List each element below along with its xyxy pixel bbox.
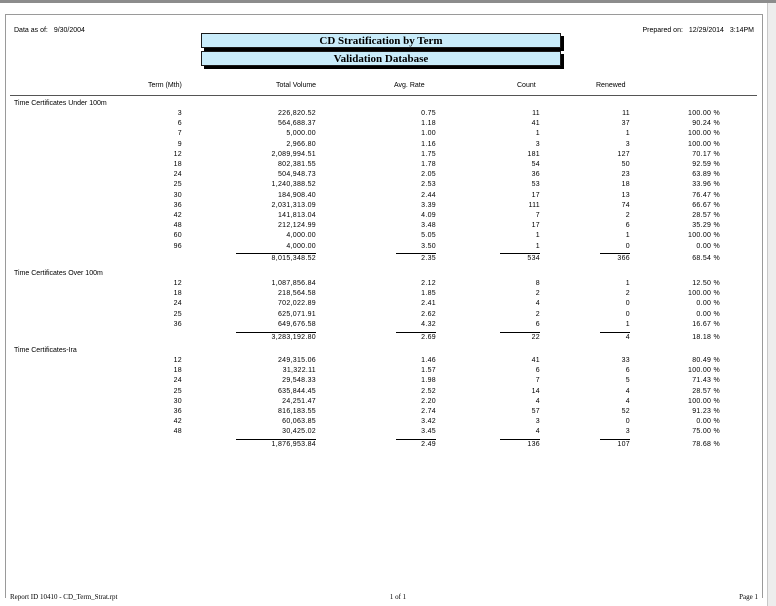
col-header-rate: Avg. Rate [394, 82, 425, 89]
cell-volume: 702,022.89 [277, 300, 316, 308]
cell-renewed: 0 [625, 300, 630, 308]
prepared-on-time: 3:14PM [729, 27, 754, 34]
cell-rate: 4.32 [421, 320, 436, 328]
cell-term: 9 [177, 140, 182, 148]
cell-rate: 1.46 [421, 357, 436, 364]
total-underline [236, 253, 316, 254]
group-header: Time Certificates Over 100m [14, 270, 103, 277]
total-underline [236, 332, 316, 333]
cell-term: 36 [173, 201, 182, 209]
cell-rate: 1.75 [421, 150, 436, 158]
cell-volume: 60,063.85 [282, 418, 316, 426]
total-underline [600, 439, 630, 440]
total-volume: 1,876,953.84 [271, 441, 316, 449]
cell-volume: 1,087,856.84 [271, 280, 316, 287]
cell-renewed-pct: 66.67 % [692, 201, 720, 209]
col-header-volume: Total Volume [276, 82, 317, 89]
cell-count: 17 [531, 222, 540, 230]
cell-renewed-pct: 100.00 % [688, 140, 720, 148]
total-renewed-pct: 68.54 % [692, 255, 720, 263]
cell-renewed-pct: 70.17 % [692, 150, 720, 158]
cell-renewed-pct: 100.00 % [688, 110, 720, 117]
total-rate: 2.49 [421, 441, 436, 449]
cell-count: 11 [532, 110, 540, 117]
cell-renewed: 0 [625, 310, 630, 318]
total-underline [600, 332, 630, 333]
cell-count: 6 [535, 320, 540, 328]
cell-renewed: 0 [625, 242, 630, 250]
cell-renewed-pct: 35.29 % [692, 222, 720, 230]
cell-rate: 2.20 [421, 397, 436, 405]
window-top-border [0, 0, 776, 3]
prepared-on-date: 12/29/2014 [688, 27, 724, 34]
cell-volume: 29,548.33 [282, 377, 316, 385]
cell-renewed-pct: 91.23 % [692, 408, 720, 415]
total-underline [236, 439, 316, 440]
col-header-renewed: Renewed [596, 82, 626, 89]
cell-term: 7 [177, 130, 182, 138]
cell-rate: 5.05 [421, 232, 436, 240]
cell-count: 1 [535, 242, 540, 250]
cell-count: 7 [535, 377, 540, 385]
cell-term: 25 [173, 181, 182, 189]
cell-count: 7 [535, 212, 540, 219]
footer-report-id: Report ID 10410 - CD_Term_Strat.rpt [10, 593, 118, 601]
cell-renewed-pct: 100.00 % [688, 232, 720, 240]
cell-term: 25 [173, 387, 182, 395]
cell-count: 54 [531, 161, 540, 168]
cell-rate: 1.18 [421, 120, 436, 128]
prepared-on [642, 27, 754, 34]
footer-page-of: 1 of 1 [389, 593, 407, 601]
cell-volume: 226,820.52 [277, 110, 316, 117]
cell-rate: 1.57 [421, 367, 436, 375]
cell-count: 2 [535, 290, 540, 298]
cell-rate: 2.53 [421, 181, 436, 189]
total-renewed: 107 [617, 441, 630, 449]
cell-volume: 2,089,994.51 [271, 150, 316, 158]
cell-term: 18 [173, 290, 182, 298]
cell-renewed: 4 [625, 397, 630, 405]
report-page-frame [5, 14, 763, 598]
cell-term: 18 [173, 161, 182, 168]
cell-renewed-pct: 0.00 % [696, 300, 720, 308]
cell-volume: 218,564.58 [277, 290, 316, 298]
cell-count: 1 [535, 130, 540, 138]
total-count: 534 [527, 255, 540, 263]
cell-renewed-pct: 28.57 % [692, 387, 720, 395]
cell-renewed: 13 [621, 191, 630, 199]
cell-volume: 249,315.06 [277, 357, 316, 364]
total-underline [396, 439, 436, 440]
cell-count: 111 [528, 201, 540, 209]
cell-renewed: 18 [621, 181, 630, 189]
cell-rate: 0.75 [421, 110, 436, 117]
cell-volume: 212,124.99 [277, 222, 316, 230]
cell-renewed-pct: 0.00 % [696, 418, 720, 426]
cell-volume: 1,240,388.52 [271, 181, 316, 189]
cell-renewed: 1 [625, 232, 630, 240]
cell-rate: 2.41 [421, 300, 436, 308]
cell-rate: 2.62 [421, 310, 436, 318]
cell-term: 3 [177, 110, 182, 117]
cell-renewed: 4 [625, 387, 630, 395]
total-underline [500, 253, 540, 254]
cell-renewed: 11 [622, 110, 630, 117]
cell-renewed-pct: 100.00 % [688, 397, 720, 405]
cell-rate: 2.44 [421, 191, 436, 199]
total-underline [500, 332, 540, 333]
cell-renewed-pct: 100.00 % [688, 367, 720, 375]
cell-count: 1 [535, 232, 540, 240]
total-underline [396, 253, 436, 254]
cell-renewed: 2 [625, 290, 630, 298]
cell-renewed-pct: 33.96 % [692, 181, 720, 189]
cell-renewed: 74 [621, 201, 630, 209]
cell-term: 6 [177, 120, 182, 128]
cell-renewed: 1 [625, 130, 630, 138]
cell-renewed-pct: 28.57 % [692, 212, 720, 219]
cell-renewed-pct: 71.43 % [692, 377, 720, 385]
cell-term: 48 [173, 428, 182, 436]
cell-rate: 1.85 [421, 290, 436, 298]
cell-renewed-pct: 90.24 % [692, 120, 720, 128]
cell-rate: 2.05 [421, 171, 436, 179]
cell-rate: 2.74 [421, 408, 436, 415]
cell-renewed-pct: 12.50 % [692, 280, 720, 287]
cell-count: 41 [531, 357, 540, 364]
group-header: Time Certificates Under 100m [14, 100, 107, 107]
cell-term: 36 [173, 408, 182, 415]
cell-renewed: 37 [621, 120, 630, 128]
total-underline [600, 253, 630, 254]
cell-renewed-pct: 80.49 % [692, 357, 720, 364]
cell-count: 17 [531, 191, 540, 199]
data-as-of [14, 27, 85, 34]
total-underline [500, 439, 540, 440]
cell-volume: 31,322.11 [282, 367, 316, 375]
report-title: CD Stratification by Term [201, 33, 561, 48]
cell-count: 3 [535, 140, 540, 148]
cell-count: 36 [531, 171, 540, 179]
total-underline [396, 332, 436, 333]
total-volume: 8,015,348.52 [271, 255, 316, 263]
cell-count: 53 [531, 181, 540, 189]
cell-volume: 184,908.40 [277, 191, 316, 199]
cell-rate: 3.42 [421, 418, 436, 426]
cell-term: 96 [173, 242, 182, 250]
cell-rate: 3.39 [421, 201, 436, 209]
cell-volume: 816,183.55 [277, 408, 316, 415]
total-count: 22 [531, 333, 540, 341]
data-as-of-label: Data as of: [14, 27, 48, 34]
cell-renewed: 52 [621, 408, 630, 415]
cell-renewed: 5 [625, 377, 630, 385]
vertical-scrollbar[interactable] [767, 3, 776, 606]
cell-count: 4 [535, 428, 540, 436]
data-as-of-value: 9/30/2004 [53, 27, 85, 34]
cell-renewed-pct: 92.59 % [692, 161, 720, 168]
cell-renewed: 50 [621, 161, 630, 168]
cell-volume: 564,688.37 [277, 120, 316, 128]
cell-count: 2 [535, 310, 540, 318]
cell-count: 57 [531, 408, 540, 415]
cell-renewed: 127 [617, 150, 630, 158]
total-renewed-pct: 78.68 % [692, 441, 720, 449]
header-divider [10, 95, 757, 96]
cell-rate: 4.09 [421, 212, 436, 219]
cell-term: 24 [173, 171, 182, 179]
cell-renewed: 6 [625, 222, 630, 230]
cell-term: 18 [173, 367, 182, 375]
cell-rate: 3.50 [421, 242, 436, 250]
cell-count: 8 [535, 280, 540, 287]
total-rate: 2.35 [421, 255, 436, 263]
cell-renewed: 1 [625, 280, 630, 287]
cell-term: 30 [173, 191, 182, 199]
cell-volume: 802,381.55 [277, 161, 316, 168]
cell-renewed-pct: 75.00 % [692, 428, 720, 436]
total-volume: 3,283,192.80 [271, 333, 316, 341]
cell-rate: 1.98 [421, 377, 436, 385]
group-header: Time Certificates-Ira [14, 347, 77, 354]
total-renewed: 4 [625, 333, 630, 341]
cell-volume: 4,000.00 [286, 242, 316, 250]
cell-term: 42 [173, 418, 182, 426]
cell-term: 48 [173, 222, 182, 230]
cell-count: 14 [531, 387, 540, 395]
cell-renewed-pct: 0.00 % [696, 310, 720, 318]
cell-rate: 3.45 [421, 428, 436, 436]
cell-term: 24 [173, 300, 182, 308]
cell-rate: 1.16 [421, 140, 436, 148]
cell-renewed: 0 [625, 418, 630, 426]
cell-renewed-pct: 63.89 % [692, 171, 720, 179]
cell-volume: 5,000.00 [286, 130, 316, 138]
cell-volume: 504,948.73 [277, 171, 316, 179]
cell-count: 4 [535, 397, 540, 405]
cell-count: 181 [527, 150, 540, 158]
footer-page: Page 1 [739, 593, 758, 601]
report-subtitle: Validation Database [201, 51, 561, 66]
cell-count: 6 [535, 367, 540, 375]
cell-term: 12 [173, 357, 182, 364]
cell-renewed: 2 [625, 212, 630, 219]
col-header-term: Term (Mth) [148, 82, 182, 89]
cell-renewed-pct: 16.67 % [692, 320, 720, 328]
cell-volume: 625,071.91 [277, 310, 316, 318]
cell-volume: 24,251.47 [282, 397, 316, 405]
cell-volume: 2,966.80 [286, 140, 316, 148]
cell-renewed: 23 [621, 171, 630, 179]
total-renewed: 366 [617, 255, 630, 263]
cell-renewed: 3 [625, 140, 630, 148]
cell-volume: 649,676.58 [277, 320, 316, 328]
cell-rate: 1.78 [421, 161, 436, 168]
total-count: 136 [527, 441, 540, 449]
cell-term: 30 [173, 397, 182, 405]
cell-volume: 141,813.04 [277, 212, 316, 219]
cell-count: 3 [535, 418, 540, 426]
total-rate: 2.69 [421, 333, 436, 341]
cell-rate: 3.48 [421, 222, 436, 230]
cell-term: 24 [173, 377, 182, 385]
cell-volume: 30,425.02 [282, 428, 316, 436]
cell-term: 36 [173, 320, 182, 328]
cell-renewed: 6 [625, 367, 630, 375]
cell-term: 12 [173, 280, 182, 287]
cell-renewed: 3 [625, 428, 630, 436]
prepared-on-label: Prepared on: [642, 27, 683, 34]
cell-renewed-pct: 0.00 % [696, 242, 720, 250]
total-renewed-pct: 18.18 % [692, 333, 720, 341]
cell-rate: 1.00 [421, 130, 436, 138]
cell-rate: 2.12 [421, 280, 436, 287]
cell-volume: 4,000.00 [286, 232, 316, 240]
col-header-count: Count [517, 82, 536, 89]
cell-term: 42 [173, 212, 182, 219]
cell-renewed-pct: 76.47 % [692, 191, 720, 199]
cell-renewed-pct: 100.00 % [688, 290, 720, 298]
cell-term: 60 [173, 232, 182, 240]
cell-renewed-pct: 100.00 % [688, 130, 720, 138]
cell-term: 25 [173, 310, 182, 318]
cell-count: 41 [531, 120, 540, 128]
cell-rate: 2.52 [421, 387, 436, 395]
cell-volume: 2,031,313.09 [271, 201, 316, 209]
cell-term: 12 [173, 150, 182, 158]
cell-count: 4 [535, 300, 540, 308]
cell-volume: 635,844.45 [277, 387, 316, 395]
cell-renewed: 33 [621, 357, 630, 364]
cell-renewed: 1 [625, 320, 630, 328]
